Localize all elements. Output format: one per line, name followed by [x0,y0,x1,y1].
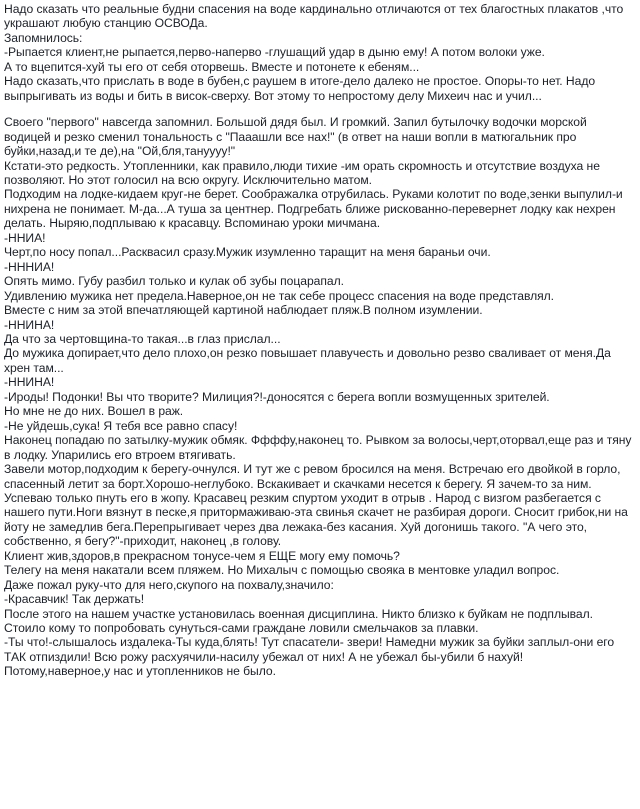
paragraph: Запомнилось: [4,30,83,45]
paragraph: Завели мотор,подходим к берегу-очнулся. И тут же с ревом бросился на меня. Встречаю его двойкой в горло, спасенный летит за борт.Хорошо-неглубоко. Вскакивает и скачками несется к берегу. Я зачем-то за ним. [4,462,621,491]
paragraph: Своего "первого" навсегда запомнил. Большой дядя был. И громкий. Запил бутылочку водочки морской водицей и резко сменил тональность с "Пааашли все нах!" (в ответ на наши вопли в матюгальник про буйки,назад,и те де),на "Ой,бля,тануууу!" [4,115,587,159]
paragraph: Клиент жив,здоров,в прекрасном тонусе-чем я ЕЩЕ могу ему помочь? [4,548,400,563]
paragraph-spacer [4,103,636,115]
paragraph: Но мне не до них. Вошел в раж. [4,404,184,419]
paragraph: -Рыпается клиент,не рыпается,перво-наперво -глушащий удар в дыню ему! А потом волоки уже. [4,45,545,60]
paragraph: Надо сказать что реальные будни спасения на воде кардинально отличаются от тех благостных плакатов ,что украшают любую станцию ОСВОДа. [4,2,624,31]
paragraph: Надо сказать,что приcлать в воде в бубен,с раушем в итоге-дело далеко не простое. Опоры-то нет. Надо выпрыгивать из воды и бить в висок-сверху. Вот этому то непростому делу Михеич нас и учил... [4,74,596,103]
paragraph: Да что за чертовщина-то такая...в глаз прислал... [4,331,281,346]
paragraph: Успеваю только пнуть его в жопу. Красавец резким спуртом уходит в отрыв . Народ с визгом разбегается с нашего пути.Ноги вязнут в песке,я притормаживаю-эта свинья скачет не разбирая дороги. Сносит грибок,ни на йоту не замедлив бега.Перепрыгивает через два лежака-без касания. Хуй догонишь такого. "А чего это, собственно, я бегу?"-приходит, наконец ,в голову. [4,490,628,549]
paragraph: А то вцепится-хуй ты его от себя оторвешь. Вместе и потонете к ебеням... [4,59,420,74]
paragraph: Опять мимо. Губу разбил только и кулак об зубы поцарапал. [4,274,344,289]
paragraph: Телегу на меня накатали всем пляжем. Но Михалыч с помощью свояка в ментовке уладил вопрос. [4,563,560,578]
paragraph: -ННИНА! [4,317,55,332]
paragraph: Подходим на лодке-кидаем круг-не берет. Соображалка отрубилась. Руками колотит по воде,зенки выпулил-и нихрена не понимает. М-да...А туша за центнер. Подгребать ближе рискованно-перевернет лодку как нехрен делать. Ныряю,подплываю к красавцу. Вспоминаю уроки мичмана. [4,187,623,231]
paragraph: -ННИА! [4,230,46,245]
paragraph: Вместе с ним за этой впечатляющей картиной наблюдает пляж.В полном изумлении. [4,303,483,318]
paragraph: -Ироды! Подонки! Вы что творите? Милиция?!-доносятся с берега вопли возмущенных зрителей. [4,389,550,404]
paragraph: -НННИА! [4,259,55,274]
paragraph: -Не уйдешь,сука! Я тебя все равно спасу! [4,418,238,433]
paragraph: После этого на нашем участке установилась военная дисциплина. Никто близко к буйкам не подплывал. Стоило кому то попробовать сунуться-сами граждане ловили смельчаков за плавки. [4,606,593,636]
paragraph: До мужика допирает,что дело плохо,он резко повышает плавучесть и довольно резво сваливает от меня.Да хрен там... [4,346,611,375]
paragraph: Черт,по носу попал...Расквасил сразу.Мужик изумленно таращит на меня бараньи очи. [4,245,491,260]
paragraph: -Ты что!-слышалось издалека-Ты куда,блять! Тут спасатели- звери! Намедни мужик за буйки заплыл-они его ТАК отпиздили! Всю рожу расхуячили-насилу убежал от них! А не убежал бы-убили б нахуй! [4,635,615,664]
paragraph: Кстати-это редкость. Утопленники, как правило,люди тихие -им орать скромность и отсутствие воздуха не позволяют. Но этот голосил на всю округу. Исключительно матом. [4,158,600,187]
paragraph: Наконец попадаю по затылку-мужик обмяк. Ффффу,наконец то. Рывком за волосы,черт,оторвал,еще раз и тяну в лодку. Упарились его втроем втягивать. [4,433,632,462]
paragraph: Потому,наверное,у нас и утопленников не было. [4,664,276,679]
paragraph: -Красавчик! Так держать! [4,592,145,607]
paragraph: -ННИНА! [4,375,55,390]
paragraph: Удивлению мужика нет предела.Наверное,он не так себе процесс спасения на воде представлял. [4,288,554,303]
paragraph: Даже пожал руку-что для него,скупого на похвалу,значило: [4,577,334,592]
